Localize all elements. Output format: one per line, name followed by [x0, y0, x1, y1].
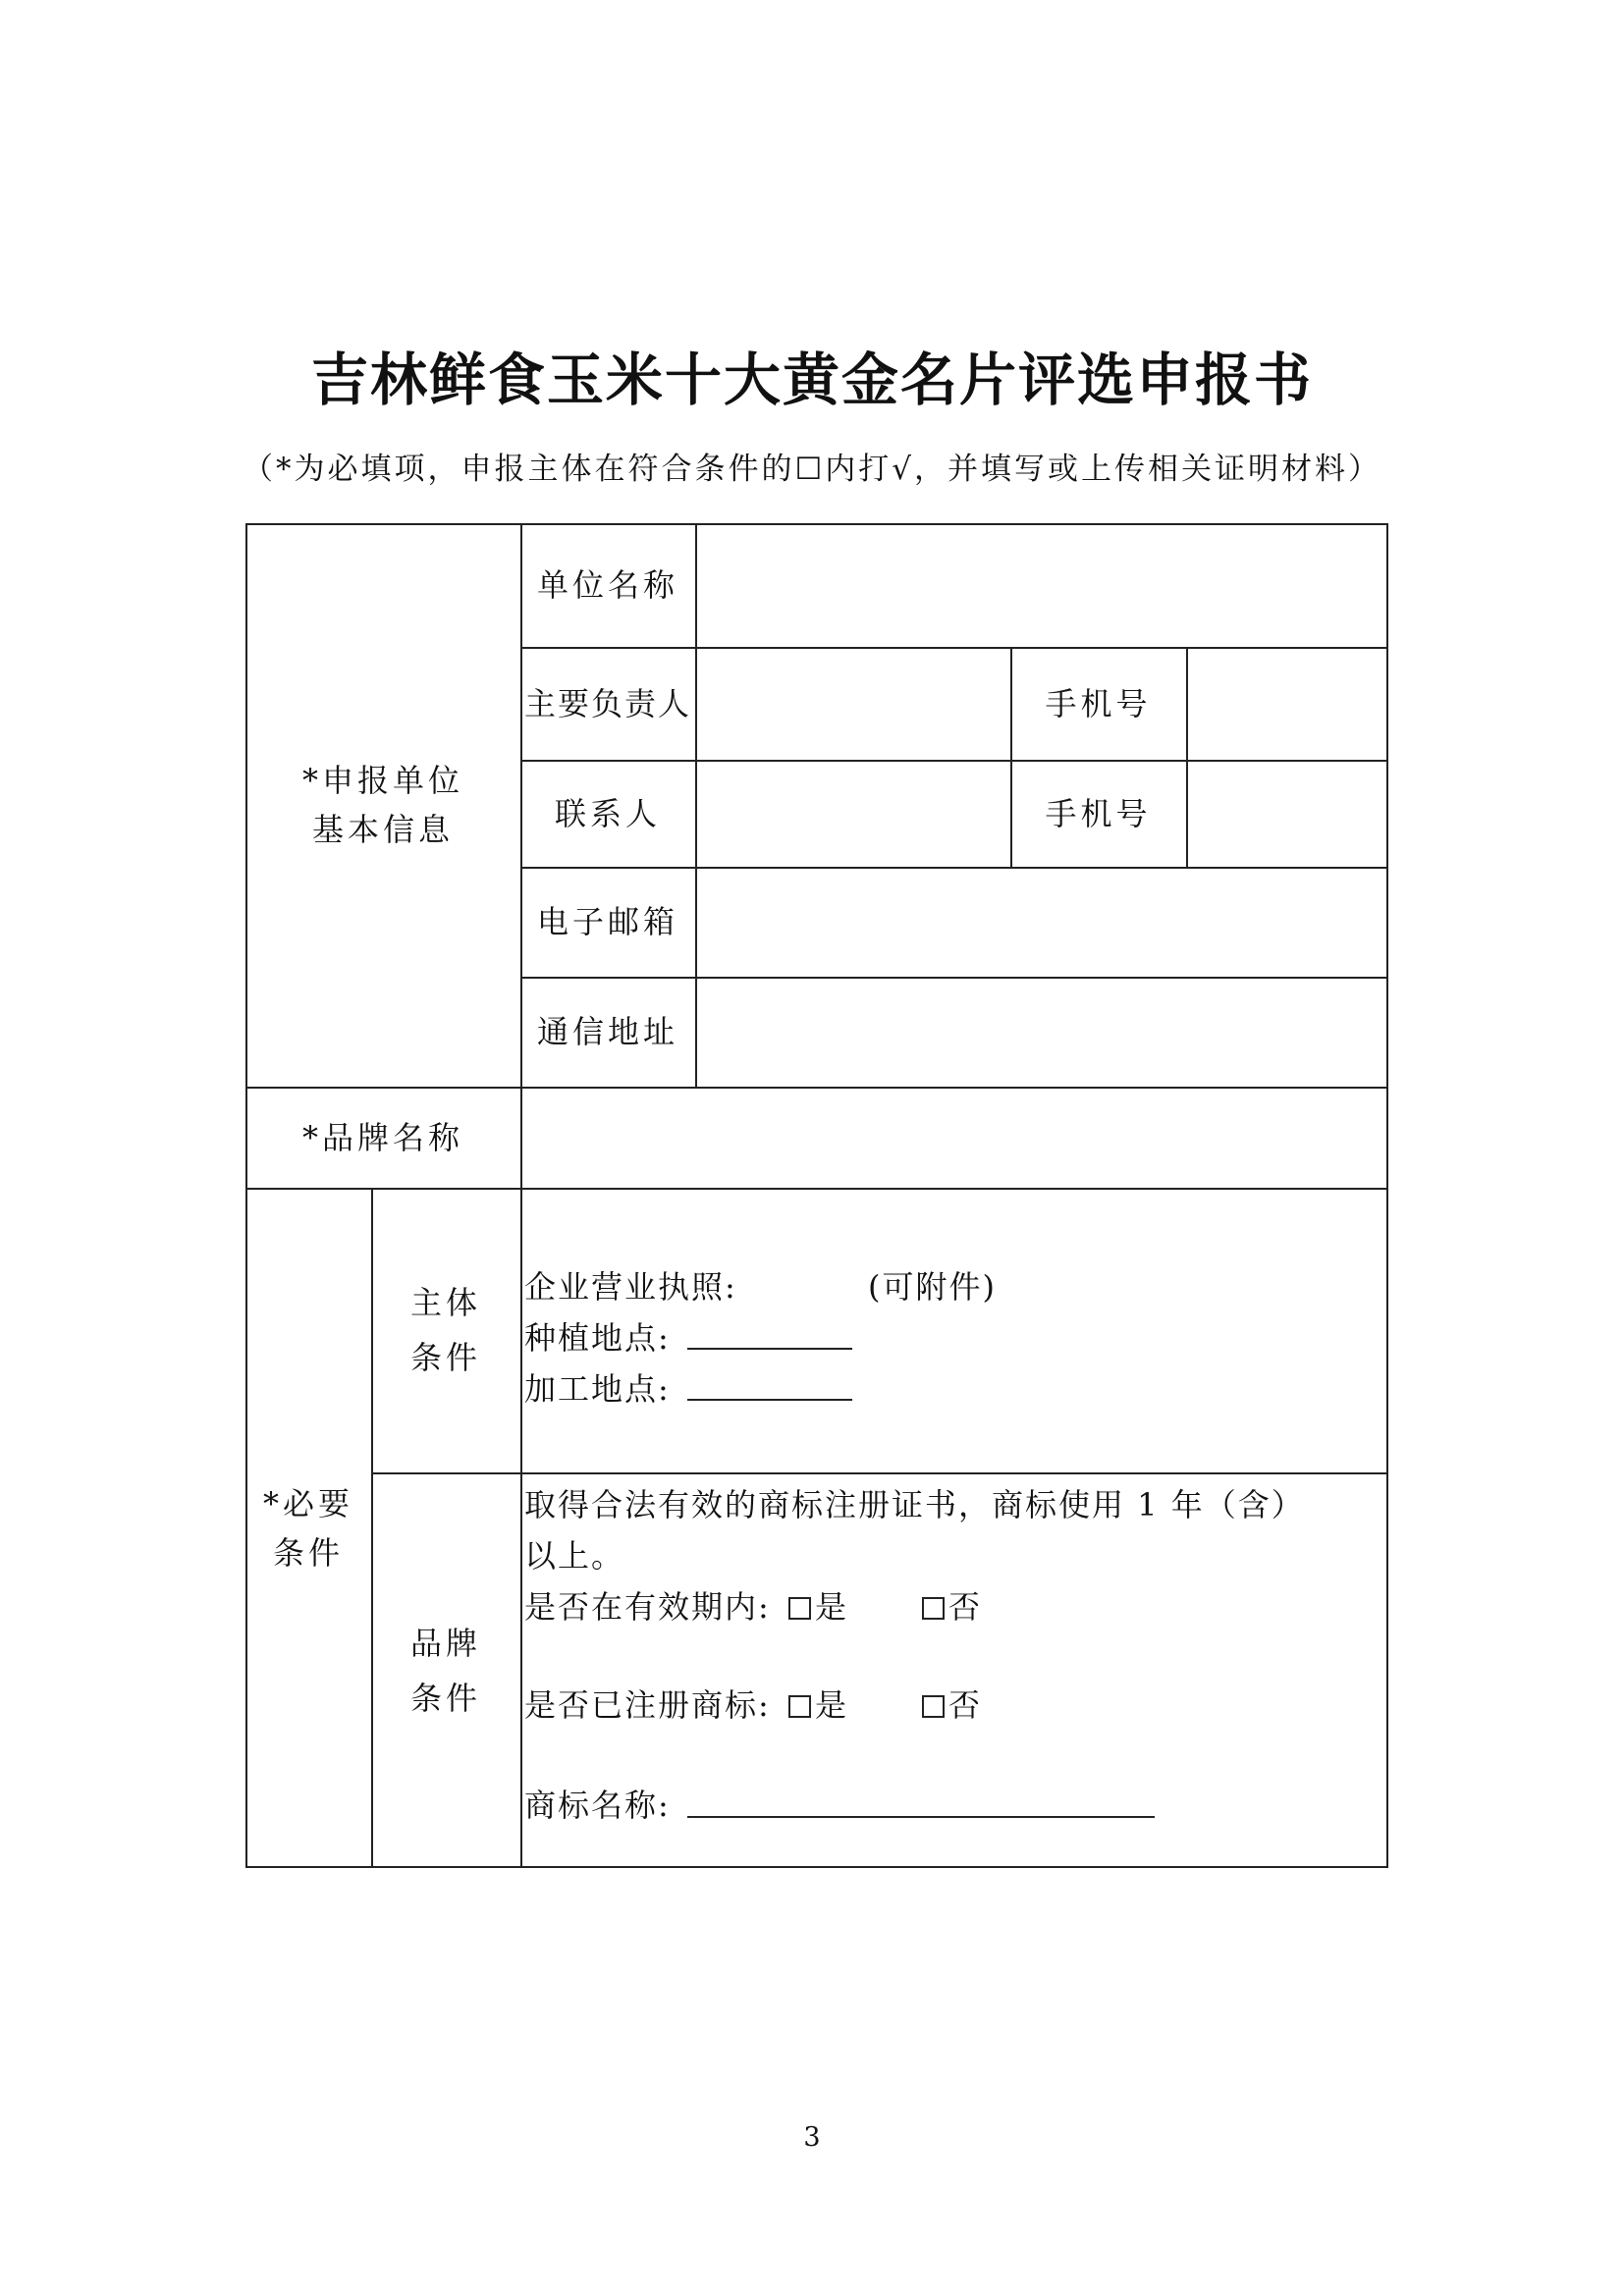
trademark-name-field[interactable]: [687, 1816, 1155, 1818]
instructions-note: （*为必填项，申报主体在符合条件的☐内打√，并填写或上传相关证明材料）: [242, 452, 1382, 487]
leader-label: 主要负责人: [523, 684, 691, 722]
basic-info-label: *申报单位 基本信息: [301, 762, 463, 848]
checkbox-icon[interactable]: [922, 1597, 945, 1620]
registered-yes-option[interactable]: 是: [788, 1681, 848, 1726]
checkbox-icon[interactable]: [788, 1695, 811, 1718]
processing-location-field[interactable]: [687, 1399, 852, 1401]
address-label: 通信地址: [536, 1013, 678, 1050]
planting-location-field[interactable]: [687, 1348, 852, 1350]
col-rule-phone-right: [1186, 647, 1188, 867]
contact-phone-label: 手机号: [1045, 794, 1152, 832]
brand-conditions-label: 品牌 条件: [409, 1624, 481, 1717]
brand-requirement-text-cont: 以上。: [524, 1537, 625, 1575]
validity-question: 是否在有效期内:: [524, 1588, 771, 1626]
requirements-label: *必要 条件: [262, 1484, 353, 1572]
registered-no-option[interactable]: 否: [922, 1681, 982, 1726]
license-label: 企业营业执照:: [524, 1268, 737, 1306]
checkbox-icon[interactable]: [788, 1597, 811, 1620]
brand-requirement-text: 取得合法有效的商标注册证书，商标使用 1 年（含）: [524, 1486, 1305, 1523]
brand-name-label: *品牌名称: [301, 1118, 463, 1156]
registered-question: 是否已注册商标:: [524, 1686, 771, 1724]
contact-label: 联系人: [554, 794, 661, 832]
col-rule-field-left: [695, 523, 697, 1087]
rule-after-subject-conditions: [371, 1472, 1388, 1474]
planting-location-label: 种植地点:: [524, 1319, 671, 1357]
validity-no-option[interactable]: 否: [922, 1582, 982, 1628]
page-number: 3: [803, 2122, 821, 2153]
subject-conditions-label: 主体 条件: [409, 1284, 481, 1376]
checkbox-icon[interactable]: [922, 1695, 945, 1718]
trademark-name-label: 商标名称:: [524, 1787, 671, 1824]
unit-name-label: 单位名称: [536, 566, 678, 604]
leader-phone-label: 手机号: [1045, 684, 1152, 722]
processing-location-label: 加工地点:: [524, 1370, 671, 1408]
email-label: 电子邮箱: [536, 903, 678, 940]
validity-yes-option[interactable]: 是: [788, 1582, 848, 1628]
license-attach-note: (可附件): [868, 1268, 997, 1306]
page-title: 吉林鲜食玉米十大黄金名片评选申报书: [310, 347, 1313, 413]
